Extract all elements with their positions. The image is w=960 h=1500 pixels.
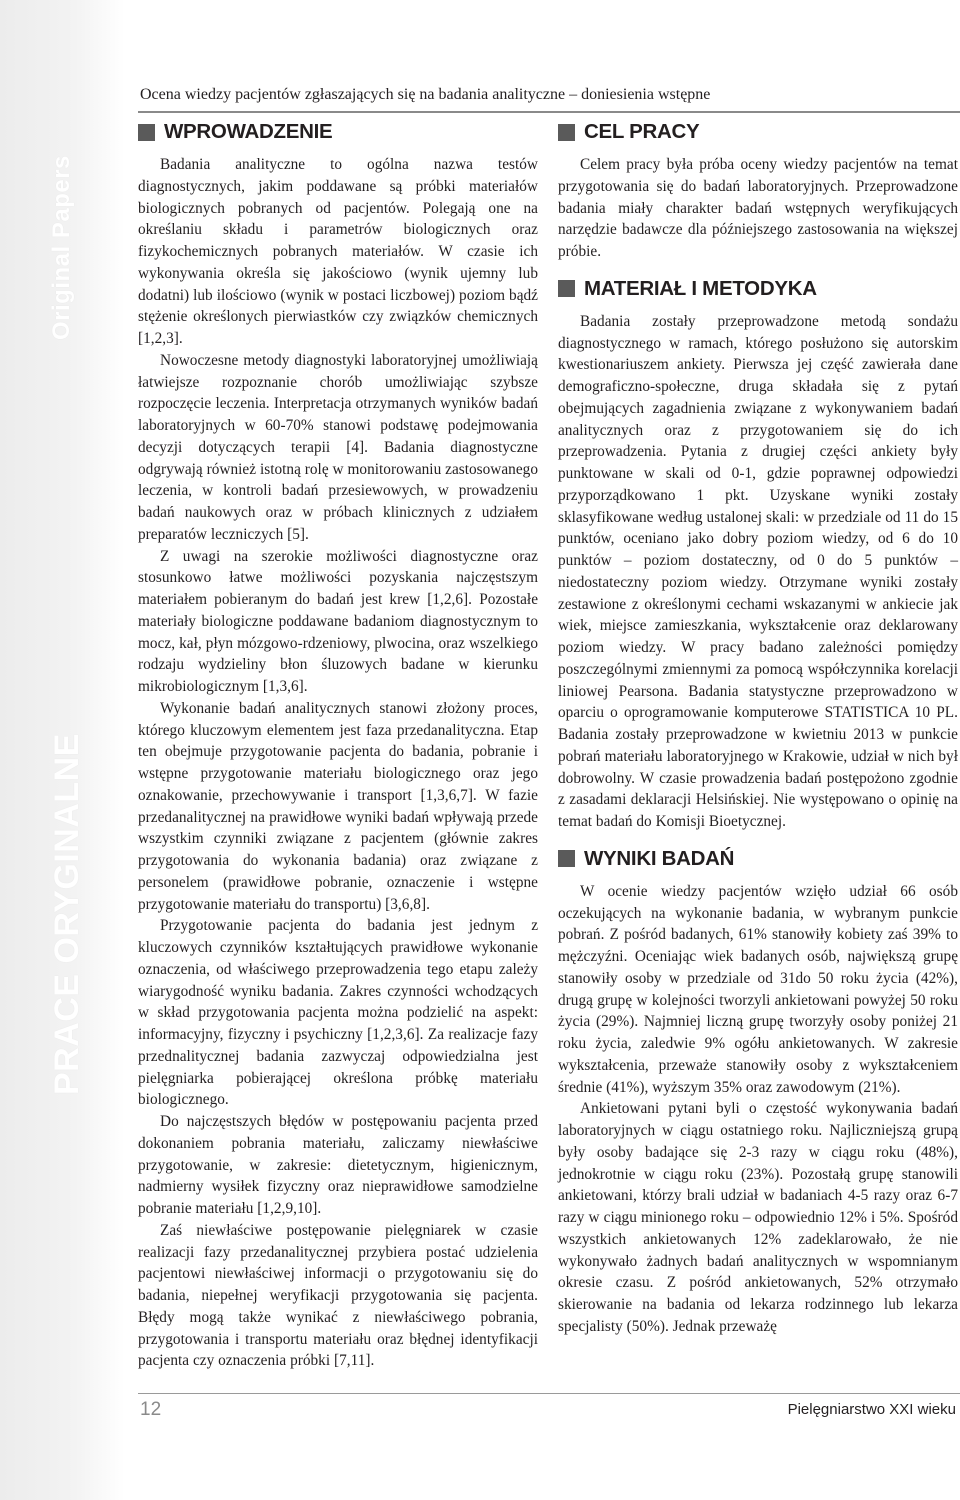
page-number: 12 (140, 1399, 162, 1420)
section-heading-wyniki-badan (558, 845, 958, 873)
left-column (138, 118, 538, 1372)
paragraph: Przygotowanie pacjenta do badania jest jednym z kluczowych czynników kształtujących prawidłowe wykonanie oznaczenia, od właściwego przeprowadzenia tego etapu zależy wiarygodność wyniku badania. Zakres czynności wchodzących w skład przygotowania pacjenta można podzielić na aspekt: informacyjny, fizyczny i psychiczny [1,2,3,6]. Za realizacje fazy przednalitycznej badania zazwyczaj odpowiedzialna jest pielęgniarka pobierającej określona próbkę materiału biologicznego. (138, 917, 538, 1109)
header-rule (138, 111, 960, 113)
paragraph: Z uwagi na szerokie możliwości diagnostyczne oraz stosunkowo łatwe możliwości pozyskania najczęstszym materiałem pobieranym do badań jest krew [1,2,6]. Pozostałe materiały biologiczne poddawane badaniom diagnostycznym to mocz, kał, płyn mózgowo-rdzeniowy, plwocina, oraz wszelkiego rodzaju wydzieliny błon śluzowych badane w kierunku mikrobiologicznym [1,3,6]. (138, 547, 538, 695)
heading-square-icon (558, 124, 575, 141)
sidebar-original-papers: Original Papers (48, 155, 75, 340)
paragraph: Ankietowani pytani byli o częstość wykonywania badań laboratoryjnych w ciągu ostatniego roku. Najliczniejszą grupą były osoby badające się 2-3 razy w ciągu roku (48%), jednokrotnie w ciągu roku (23%). Pozostałą grupę stanowili ankietowani, którzy brali udział w badaniach 4-5 razy oraz 6-7 razy w ciągu minionego roku – odpowiednio 12% i 5%. Spośród wszystkich ankietowanych 12% zadeklarowało, że nie wykonywało żadnych badań analitycznych w wspomnianym okresie czasu. Z pośród ankietowanych, 52% otrzymało skierowanie na badania od lekarza rodzinnego lub lekarza specjalisty (50%). Jednak przeważę (558, 1100, 958, 1335)
paragraph: Wykonanie badań analitycznych stanowi złożony proces, którego kluczowym elementem jest faza przedanalityczna. Etap ten obejmuje przygotowanie pacjenta do badania, pobranie i wstępne przygotowanie materiału biologicznego oraz jego oznakowanie, przechowywanie i transport [1,3,6,7]. W fazie przedanalitycznej na prawidłowe wyniki badań wpływają przede wszystkim czynniki związane z pacjentem (głównie zakres przygotowania do wykonania badania) oraz związane z personelem (prawidłowe pobranie, oznaczenie i wstępne przygotowanie materiału do transportu) [3,6,8]. (138, 699, 538, 913)
paragraph: W ocenie wiedzy pacjentów wzięło udział 66 osób oczekujących na wykonanie badania, w wybranym punkcie pobrań. Z pośród badanych, 61% stanowiły kobiety zaś 39% to mężczyźni. Oceniając wiek badanych osób, największą grupę stanowiły osoby w przedziale od 31do 50 roku życia (42%), drugą grupę w kolejności tworzyli ankietowani powyżej 50 roku życia (29%). Najmniej liczną grupę tworzyły osoby poniżej 21 roku życia, zaledwie 9% ogółu ankietowanych. W zakresie wykształcenia, przeważe stanowiły osoby z wykształceniem średnie (41%), wyższym 35% oraz zawodowym (21%). (558, 882, 958, 1096)
heading-text: WYNIKI BADAŃ (584, 846, 735, 870)
section-heading-wprowadzenie (138, 118, 538, 146)
heading-text: WPROWADZENIE (164, 120, 333, 144)
heading-square-icon (558, 280, 575, 297)
journal-name: Pielęgniarstwo XXI wieku (787, 1401, 956, 1418)
sidebar-band (0, 0, 125, 1500)
section-heading-cel-pracy (558, 118, 958, 146)
footer-rule (138, 1393, 960, 1394)
section-heading-material-i-metodyka (558, 275, 958, 303)
sidebar-prace-oryginalne: PRACE ORYGINALNE (48, 733, 86, 1095)
paragraph: Badania analityczne to ogólna nazwa testów diagnostycznych, jakim poddawane są próbki materiałów biologicznych pobranych od pacjentów. Polegają one na określaniu składu i parametrów biologicznych oraz fizykochemicznych pobranych materiałów. W czasie ich wykonywania określa się jakościowo (wynik ujemny lub dodatni) lub ilościowo (wynik w postaci liczbowej) poziom bądź stężenie określonych pierwiastków czy związków chemicznych [1,2,3]. (138, 156, 538, 347)
right-column (558, 118, 958, 1338)
heading-text: CEL PRACY (584, 120, 700, 144)
heading-square-icon (558, 850, 575, 867)
paragraph: Nowoczesne metody diagnostyki laboratoryjnej umożliwiają łatwiejsze rozpoznanie chorób umożliwiając szybsze rozpoczęcie leczenia. Interpretacja otrzymanych wyników badań laboratoryjnych w 60-70% stanowi podstawę podejmowania decyzji dotyczących terapii [4]. Badania diagnostyczne odgrywają również istotną rolę w monitorowaniu zastosowanego leczenia, w kontroli badań przesiewowych, w prowadzeniu badań naukowych oraz w próbach klinicznych z udziałem preparatów leczniczych [5]. (138, 351, 538, 543)
paragraph: Badania zostały przeprowadzone metodą sondażu diagnostycznego w ramach, którego posłużono się autorskim kwestionariuszem ankiety. Pierwsza jej część zawierała dane demograficzno-społeczne, druga składała się z pytań obejmujących zagadnienia związane z wykonywaniem badań analitycznych oraz z przygotowaniem się do ich przeprowadzenia. Pytania z drugiej części ankiety były punktowane w skali od 0-1, gdzie poprawnej odpowiedzi przyporządkowano 1 pkt. Uzyskane wyniki zostały sklasyfikowane według ustalonej skali: w przedziale od 11 do 15 punktów, oceniano jako dobry poziom wiedzy, od 6 do 10 punktów – poziom dostateczny, od 0 do 5 punktów – niedostateczny poziom wiedzy. Otrzymane wyniki zostały zestawione z określonymi cechami wskazanymi w ankiecie jak wiek, miejsce zamieszkania, wykształcenie oraz deklarowany poziom wiedzy. W pracy badano zależności pomiędzy poszczególnymi zmiennymi za pomocą współczynnika korelacji liniowej Pearsona. Badania statystyczne przeprowadzono w oparciu o oprogramowanie komputerowe STATISTICA 10 PL. Badania zostały przeprowadzone w kwietniu 2013 w punkcie pobrań materiału laboratoryjnego w Krakowie, udział w nich był dobrowolny. W czasie prowadzenia badań postępożono zgodnie z zasadami deklaracji Helsińskiej. Nie występowano o opinię na temat badań do Komisji Bioetycznej. (558, 312, 958, 830)
running-head: Ocena wiedzy pacjentów zgłaszających się na badania analityczne – doniesienia wstępne (140, 86, 711, 103)
heading-text: MATERIAŁ I METODYKA (584, 276, 817, 300)
paragraph: Celem pracy była próba oceny wiedzy pacjentów na temat przygotowania się do badań laboratoryjnych. Przeprowadzone badania miały charakter badań wstępnych weryfikujących narzędzie badawcze dla późniejszego zastosowania na większej próbie. (558, 156, 958, 260)
paragraph: Zaś niewłaściwe postępowanie pielęgniarek w czasie realizacji fazy przedanalitycznej przybiera postać udzielenia pacjentowi niewłaściwej informacji o przygotowaniu się do badania, niepełnej weryfikacji przygotowania się pacjenta. Błędy mogą także wynikać z niewłaściwego pobrania, przygotowania i transportu materiału oraz błędnej identyfikacji pacjenta czy oznaczenia próbki [7,11]. (138, 1221, 538, 1370)
paragraph: Do najczęstszych błędów w postępowaniu pacjenta przed dokonaniem pobrania materiału, zaliczamy niewłaściwe przygotowanie, w zakresie: dietetycznym, higienicznym, nadmierny wysiłek fizyczny oraz nieprawidłowe samodzielne pobranie materiału [1,2,9,10]. (138, 1113, 538, 1217)
heading-square-icon (138, 124, 155, 141)
